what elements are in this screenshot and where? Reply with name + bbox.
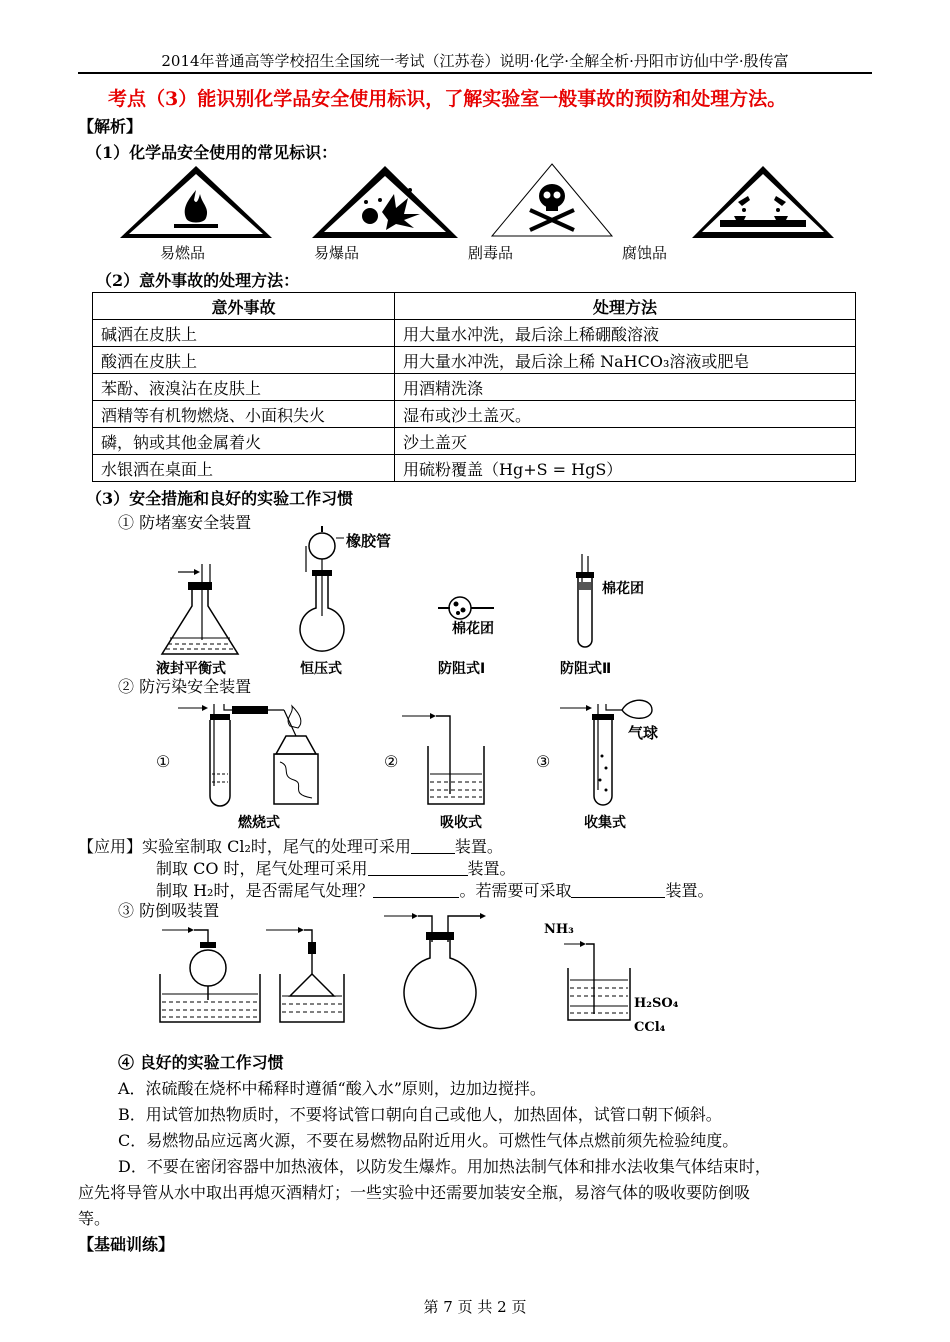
application-text-2a: 制取 CO 时，尾气处理可采用 [156,859,368,878]
answer-blank-3[interactable] [373,881,459,898]
collection-balloon-diagram [560,696,670,808]
method-cell: 湿布或沙土盖灭。 [395,401,856,428]
table-row [93,401,856,428]
application-text-3c: 装置。 [665,881,714,900]
table-row [93,320,856,347]
page-header: 2014年普通高等学校招生全国统一考试（江苏卷）说明·化学·全解全析·丹阳市访仙中学·殷传富 [161,52,789,70]
num-1: ① [156,752,171,771]
caption-constant-pressure: 恒压式 [300,661,342,677]
sign-label-explosive: 易爆品 [314,244,360,262]
analysis-label: 【解析】 [78,117,143,136]
toxic-sign-icon [490,160,614,240]
subheading-good-habits: ④ 良好的实验工作习惯 [118,1053,284,1072]
heading-safety: （3）安全措施和良好的实验工作习惯 [86,489,354,508]
column-header-method: 处理方法 [395,293,856,320]
application-text-1b: 装置。 [454,837,503,856]
table-row [93,374,856,401]
caption-anti-block-2: 防阻式Ⅱ [560,661,612,677]
method-cell: 沙土盖灭 [395,428,856,455]
answer-blank-1[interactable] [411,837,455,854]
flammable-sign-icon [118,164,274,240]
application-text-2b: 装置。 [467,859,516,878]
explosive-sign-icon [310,164,460,240]
application-line-3 [156,878,714,901]
absorption-beaker-diagram [400,706,490,808]
label-ccl4: CCl₄ [634,1020,666,1035]
accident-cell: 酒精等有机物燃烧、小面积失火 [93,401,395,428]
method-cell: 用大量水冲洗，最后涂上稀硼酸溶液 [395,320,856,347]
method-cell: 用酒精洗涤 [395,374,856,401]
num-2: ② [384,752,399,771]
label-cotton-1: 棉花团 [452,621,494,637]
caption-collection: 收集式 [584,815,626,831]
training-label: 【基础训练】 [78,1235,175,1254]
sign-label-toxic: 剧毒品 [468,244,514,262]
application-tag: 【应用】 [78,837,143,856]
subheading-anti-suckback: ③ 防倒吸装置 [118,901,220,920]
caption-absorption: 吸收式 [440,815,482,831]
accident-cell: 酸洒在皮肤上 [93,347,395,374]
corrosive-sign-icon [690,164,836,240]
caption-combustion: 燃烧式 [238,815,280,831]
label-rubber-tube: 橡胶管 [346,532,392,550]
application-line-2 [156,856,516,879]
habit-d-line-1: D．不要在密闭容器中加热液体，以防发生爆炸。用加热法制气体和排水法收集气体结束时， [118,1157,771,1176]
answer-blank-4[interactable] [571,881,665,898]
sign-label-flammable: 易燃品 [160,244,206,262]
page-footer: 第 7 页 共 2 页 [423,1298,527,1316]
heading-accidents: （2）意外事故的处理方法： [96,271,300,290]
label-cotton-2: 棉花团 [602,581,644,597]
subheading-anti-pollution: ② 防污染安全装置 [118,677,252,696]
caption-anti-block-1: 防阻式Ⅰ [438,661,486,677]
table-row [93,347,856,374]
accident-cell: 碱洒在皮肤上 [93,320,395,347]
bulb-funnel-absorber-diagram [156,924,266,1024]
application-line-1 [78,834,503,857]
liquid-seal-flask-diagram [150,560,250,660]
header-divider [78,72,872,74]
table-row [93,428,856,455]
caption-liquid-seal: 液封平衡式 [156,661,226,677]
heading-signs: （1）化学品安全使用的常见标识： [86,143,338,162]
application-text-3b: 。若需要可采取 [459,881,572,900]
accident-cell: 水银洒在桌面上 [93,455,395,482]
habit-d-line-3: 等。 [78,1209,111,1228]
label-h2so4: H₂SO₄ [634,996,679,1011]
accident-cell: 磷，钠或其他金属着火 [93,428,395,455]
habit-d-line-2: 应先将导管从水中取出再熄灭酒精灯；一些实验中还需要加装安全瓶，易溶气体的吸收要防倒吸 [78,1183,751,1202]
habit-c: C．易燃物品应远离火源，不要在易燃物品附近用火。可燃性气体点燃前须先检验纯度。 [118,1131,739,1150]
section-title: 考点（3）能识别化学品安全使用标识，了解实验室一般事故的预防和处理方法。 [108,88,787,110]
sign-label-corrosive: 腐蚀品 [622,244,668,262]
anti-block-tube-2-diagram [566,552,606,652]
table-row [93,455,856,482]
answer-blank-2[interactable] [368,859,468,876]
accident-table [92,292,856,482]
accident-cell: 苯酚、液溴沾在皮肤上 [93,374,395,401]
table-header-row [93,293,856,320]
application-text-1a: 实验室制取 Cl₂时，尾气的处理可采用 [142,837,411,856]
habit-a: A．浓硫酸在烧杯中稀释时遵循“酸入水”原则，边加边搅拌。 [118,1079,546,1098]
method-cell: 用硫粉覆盖（Hg+S = HgS） [395,455,856,482]
subheading-anti-block: ① 防堵塞安全装置 [118,513,252,532]
combustion-apparatus-diagram [176,696,336,808]
label-nh3: NH₃ [544,922,574,937]
inverted-funnel-absorber-diagram [260,924,360,1024]
label-balloon: 气球 [628,724,659,742]
application-text-3a: 制取 H₂时，是否需尾气处理？ [156,881,374,900]
column-header-accident: 意外事故 [93,293,395,320]
habit-b: B．用试管加热物质时，不要将试管口朝向自己或他人，加热固体，试管口朝下倾斜。 [118,1105,722,1124]
num-3: ③ [536,752,551,771]
safety-flask-diagram [380,908,500,1026]
method-cell: 用大量水冲洗，最后涂上稀 NaHCO₃溶液或肥皂 [395,347,856,374]
